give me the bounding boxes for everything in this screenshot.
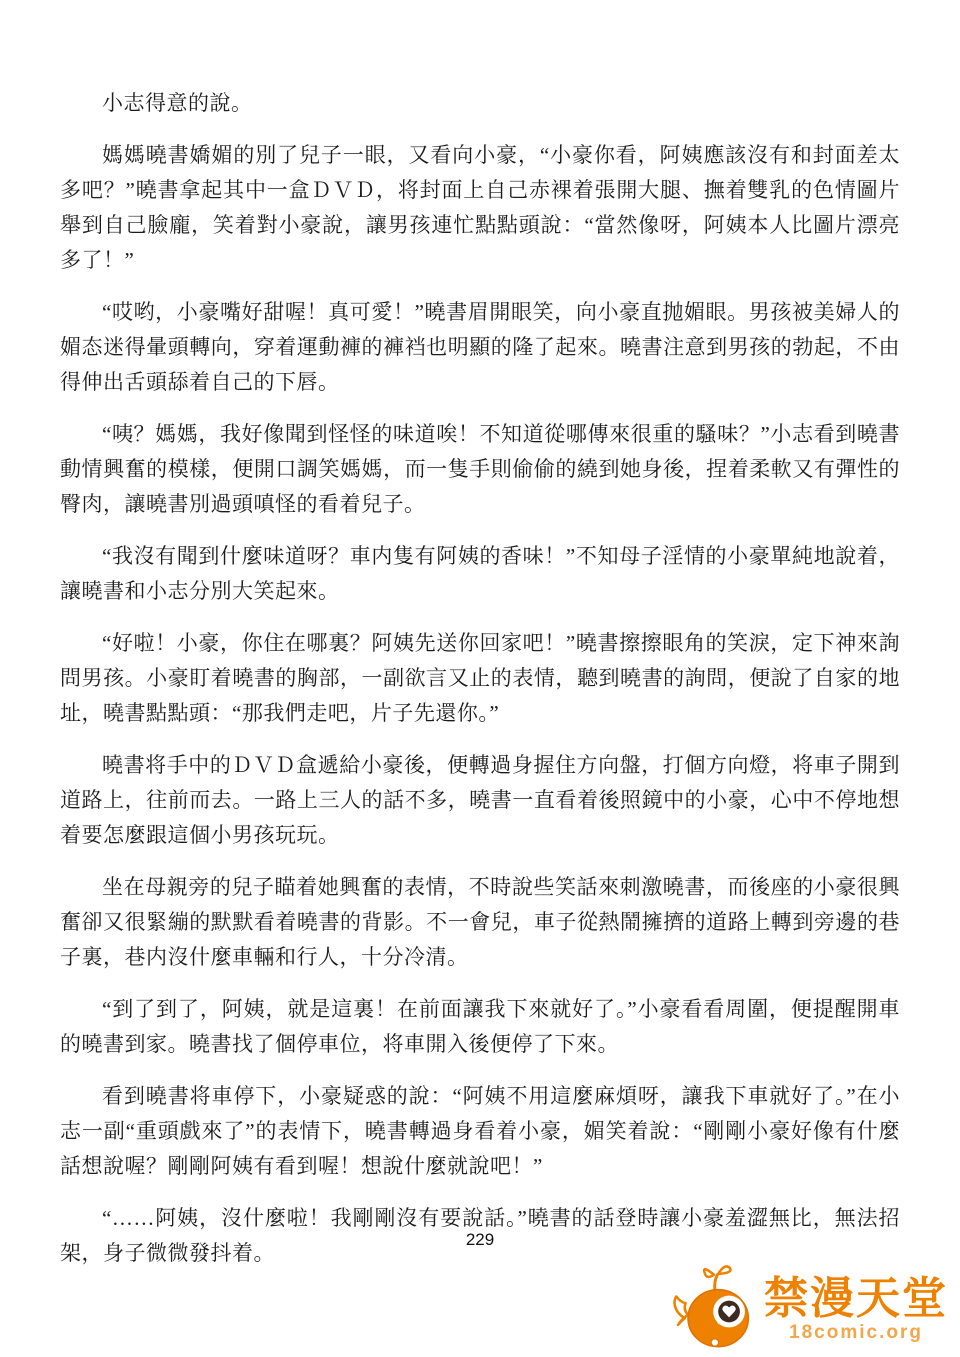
watermark-site-url: 18comic.org <box>789 1321 923 1343</box>
paragraph: 坐在母親旁的兒子瞄着她興奮的表情，不時說些笑話來刺激曉書，而後座的小豪很興奮卻又很緊繃的默默看着曉書的背影。不一會兒，車子從熱鬧擁擠的道路上轉到旁邊的巷子裏，巷内沒什麼車輛和行人，十分冷清。 <box>60 875 900 969</box>
page-number: 229 <box>465 1230 495 1249</box>
paragraph: “到了到了，阿姨，就是這裏！在前面讓我下來就好了。”小豪看看周圍，便提醒開車的曉書到家。曉書找了個停車位，将車開入後便停了下來。 <box>60 997 900 1056</box>
paragraph: “我沒有聞到什麼味道呀？車内隻有阿姨的香味！”不知母子淫情的小豪單純地說着，讓曉書和小志分別大笑起來。 <box>60 544 900 603</box>
paragraph: “咦？媽媽，我好像聞到怪怪的味道唉！不知道從哪傳來很重的騷味？”小志看到曉書動情興奮的模樣，便開口調笑媽媽，而一隻手則偷偷的繞到她身後，捏着柔軟又有彈性的臀肉，讓曉書別過頭嗔怪的看着兒子。 <box>60 422 900 516</box>
paragraph: “……阿姨，沒什麼啦！我剛剛沒有要說話。”曉書的話登時讓小豪羞澀無比，無法招架，身子微微發抖着。 <box>60 1206 900 1265</box>
watermark-text <box>764 1273 948 1343</box>
watermark-logo <box>666 1263 948 1355</box>
paragraph: “哎哟，小豪嘴好甜喔！真可愛！”曉書眉開眼笑，向小豪直抛媚眼。男孩被美婦人的媚态迷得暈頭轉向，穿着運動褲的褲裆也明顯的隆了起來。曉書注意到男孩的勃起，不由得伸出舌頭舔着自己的下唇。 <box>60 300 900 394</box>
paragraph: 媽媽曉書嬌媚的別了兒子一眼，又看向小豪，“小豪你看，阿姨應該沒有和封面差太多吧？”曉書拿起其中一盒ＤＶＤ，将封面上自己赤裸着張開大腿、撫着雙乳的色情圖片舉到自己臉龐，笑着對小豪說，讓男孩連忙點點頭說：“當然像呀，阿姨本人比圖片漂亮多了！” <box>60 143 900 272</box>
mascot-whale-icon <box>666 1263 762 1355</box>
paragraph: 看到曉書将車停下，小豪疑惑的說：“阿姨不用這麼麻煩呀，讓我下車就好了。”在小志一副“重頭戲來了”的表情下，曉書轉過身看着小豪，媚笑着說：“剛剛小豪好像有什麼話想說喔？剛剛阿姨有看到喔！想說什麼就說吧！” <box>60 1084 900 1178</box>
paragraph: 小志得意的說。 <box>102 91 253 115</box>
paragraph: 曉書将手中的ＤＶＤ盒遞給小豪後，便轉過身握住方向盤，打個方向燈，将車子開到道路上，往前而去。一路上三人的話不多，曉書一直看着後照鏡中的小豪，心中不停地想着要怎麼跟這個小男孩玩玩。 <box>60 753 900 847</box>
paragraph: “好啦！小豪，你住在哪裏？阿姨先送你回家吧！”曉書擦擦眼角的笑淚，定下神來詢問男孩。小豪盯着曉書的胸部，一副欲言又止的表情，聽到曉書的詢問，便說了自家的地址，曉書點點頭：“那我們走吧，片子先還你。” <box>60 631 900 725</box>
watermark-site-name: 禁漫天堂 <box>764 1273 948 1323</box>
body-text <box>60 86 900 1288</box>
